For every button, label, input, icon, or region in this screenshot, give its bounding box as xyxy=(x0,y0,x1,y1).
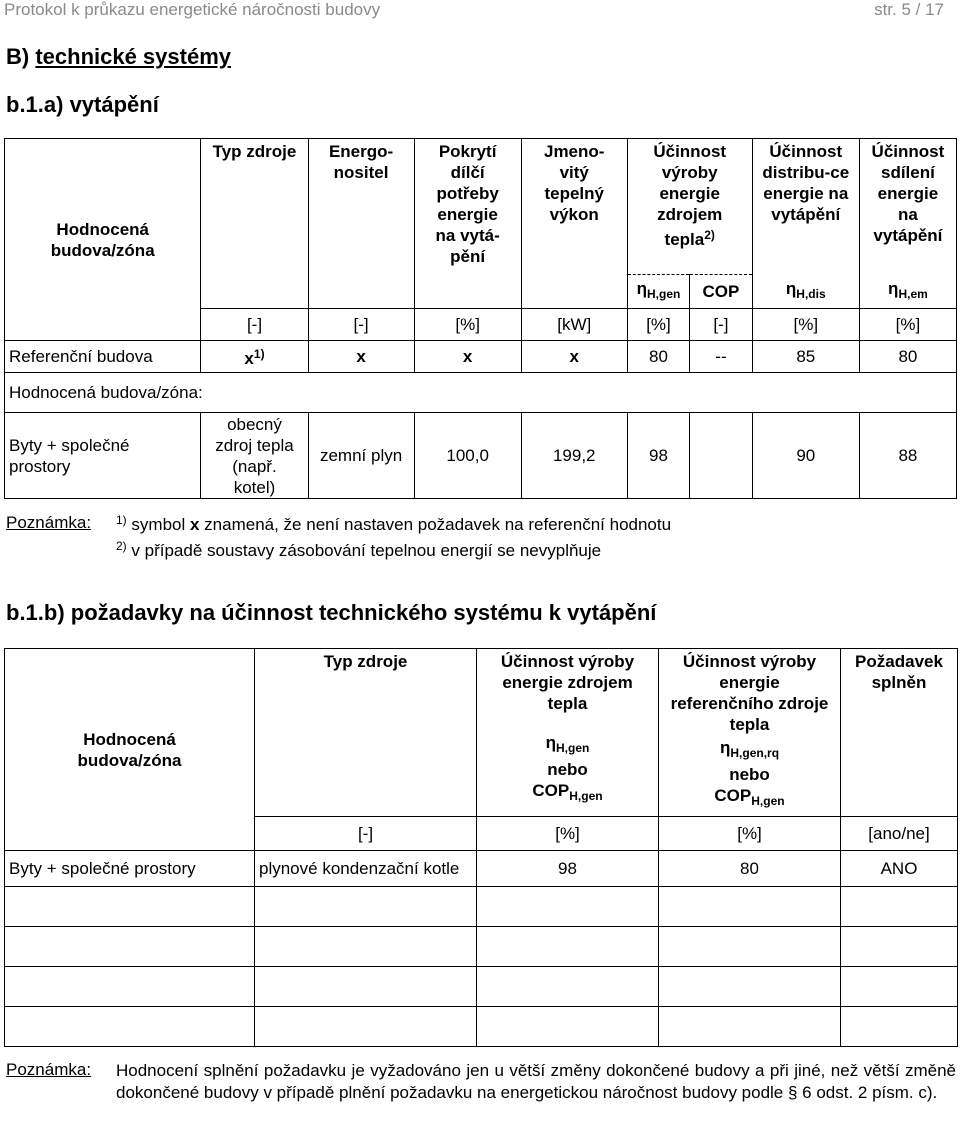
eta-hdis-label: $\eta_{H,dis}$ xyxy=(752,275,859,309)
t2-col-gen-eff-header: Účinnost výroby energie zdrojem tepla $\eta_{H,gen}$ nebo $COP_{H,gen}$ xyxy=(477,649,659,817)
evaluated-zone-row xyxy=(5,413,957,499)
t2-col-zone-header: Hodnocená budova/zóna xyxy=(5,649,255,851)
eval-coverage: 100,0 xyxy=(414,413,521,499)
t2-unit-gen-eff: [%] xyxy=(477,817,659,851)
t2-empty-row xyxy=(5,887,958,927)
col-zone-header: Hodnocená budova/zóna xyxy=(5,139,201,341)
t2-col-source-header: Typ zdroje xyxy=(255,649,477,817)
eval-source: obecný zdroj tepla (např. kotel) xyxy=(201,413,308,499)
eta-hem-label: $\eta_{H,em}$ xyxy=(859,275,956,309)
cop-label: COP xyxy=(690,275,752,309)
ref-source: $x^{1)}$ xyxy=(201,341,308,373)
section-b1b-title: b.1.b) požadavky na účinnost technického systému k vytápění xyxy=(6,600,657,625)
t2-unit-req: [ano/ne] xyxy=(841,817,958,851)
ref-power: x xyxy=(521,341,627,373)
note-1-line-2: $^{2)}$ v případě soustavy zásobování tepelnou energií se nevyplňuje xyxy=(116,539,602,560)
unit-gen-eff: [%] xyxy=(627,309,689,341)
t2-row xyxy=(5,851,958,887)
col-gen-eff-header: Účinnost výroby energie zdrojem tepla$^{2)}$ xyxy=(627,139,752,275)
t2-col-req-header: Požadavek splněn xyxy=(841,649,958,817)
ref-dis-eff: 85 xyxy=(752,341,859,373)
t2-gen-eff: 98 xyxy=(477,851,659,887)
section-b-title: B) technické systémy xyxy=(6,44,231,69)
ref-coverage: x xyxy=(414,341,521,373)
document-title: Protokol k průkazu energetické náročnosti budovy xyxy=(4,0,381,19)
t2-col-ref-eff-header: Účinnost výroby energie referenčního zdroje tepla $\eta_{H,gen,rq}$ nebo $COP_{H,gen}$ xyxy=(659,649,841,817)
ref-gen-eff: 80 xyxy=(627,341,689,373)
evaluated-zone-label: Hodnocená budova/zóna: xyxy=(5,373,957,413)
unit-dis-eff: [%] xyxy=(752,309,859,341)
t2-empty-row xyxy=(5,1007,958,1047)
col-dis-eff-header: Účinnost distribu-ce energie na vytápění xyxy=(752,139,859,275)
note-1-label: Poznámka: xyxy=(6,513,92,532)
note-2 xyxy=(6,1060,956,1102)
t2-source: plynové kondenzační kotle xyxy=(255,851,477,887)
ref-label: Referenční budova xyxy=(5,341,201,373)
note-2-text: Hodnocení splnění požadavku je vyžadováno jen u větší změny dokončené budovy a při jiné, než větší změně dokončené budovy v případě plnění požadavku na energetickou náročnost budovy podle § 6 odst. 2 písm. c). xyxy=(116,1061,956,1102)
t2-unit-ref-eff: [%] xyxy=(659,817,841,851)
note-1 xyxy=(6,513,946,560)
reference-building-row xyxy=(5,341,957,373)
col-power-header: Jmeno-vitý tepelný výkon xyxy=(521,139,627,275)
heating-efficiency-requirements-table xyxy=(4,648,958,1047)
col-source-header: Typ zdroje xyxy=(201,139,308,275)
ref-cop: -- xyxy=(690,341,752,373)
eval-carrier: zemní plyn xyxy=(308,413,414,499)
page-number: str. 5 / 17 xyxy=(874,0,944,19)
t2-unit-source: [-] xyxy=(255,817,477,851)
unit-power: [kW] xyxy=(521,309,627,341)
note-2-label: Poznámka: xyxy=(6,1060,92,1079)
t2-req: ANO xyxy=(841,851,958,887)
ref-carrier: x xyxy=(308,341,414,373)
eta-hgen-label: $\eta_{H,gen}$ xyxy=(627,275,689,309)
t2-zone: Byty + společné prostory xyxy=(5,851,255,887)
section-b1a-title: b.1.a) vytápění xyxy=(6,92,159,117)
eval-gen-eff: 98 xyxy=(627,413,689,499)
unit-em-eff: [%] xyxy=(859,309,956,341)
eval-zone: Byty + společné prostory xyxy=(5,413,201,499)
t2-empty-row xyxy=(5,927,958,967)
heating-systems-table xyxy=(4,138,957,499)
col-em-eff-header: Účinnost sdílení energie na vytápění xyxy=(859,139,956,275)
unit-source: [-] xyxy=(201,309,308,341)
t2-ref-eff: 80 xyxy=(659,851,841,887)
ref-em-eff: 80 xyxy=(859,341,956,373)
eval-power: 199,2 xyxy=(521,413,627,499)
section-b-title-text: technické systémy xyxy=(35,44,231,69)
eval-dis-eff: 90 xyxy=(752,413,859,499)
col-carrier-header: Energo-nositel xyxy=(308,139,414,275)
eval-em-eff: 88 xyxy=(859,413,956,499)
eval-cop xyxy=(690,413,752,499)
unit-cop: [-] xyxy=(690,309,752,341)
note-1-line-1: $^{1)}$ symbol x znamená, že není nastaven požadavek na referenční hodnotu xyxy=(116,513,672,534)
col-coverage-header: Pokrytí dílčí potřeby energie na vytá-pění xyxy=(414,139,521,275)
t2-empty-row xyxy=(5,967,958,1007)
unit-carrier: [-] xyxy=(308,309,414,341)
unit-coverage: [%] xyxy=(414,309,521,341)
